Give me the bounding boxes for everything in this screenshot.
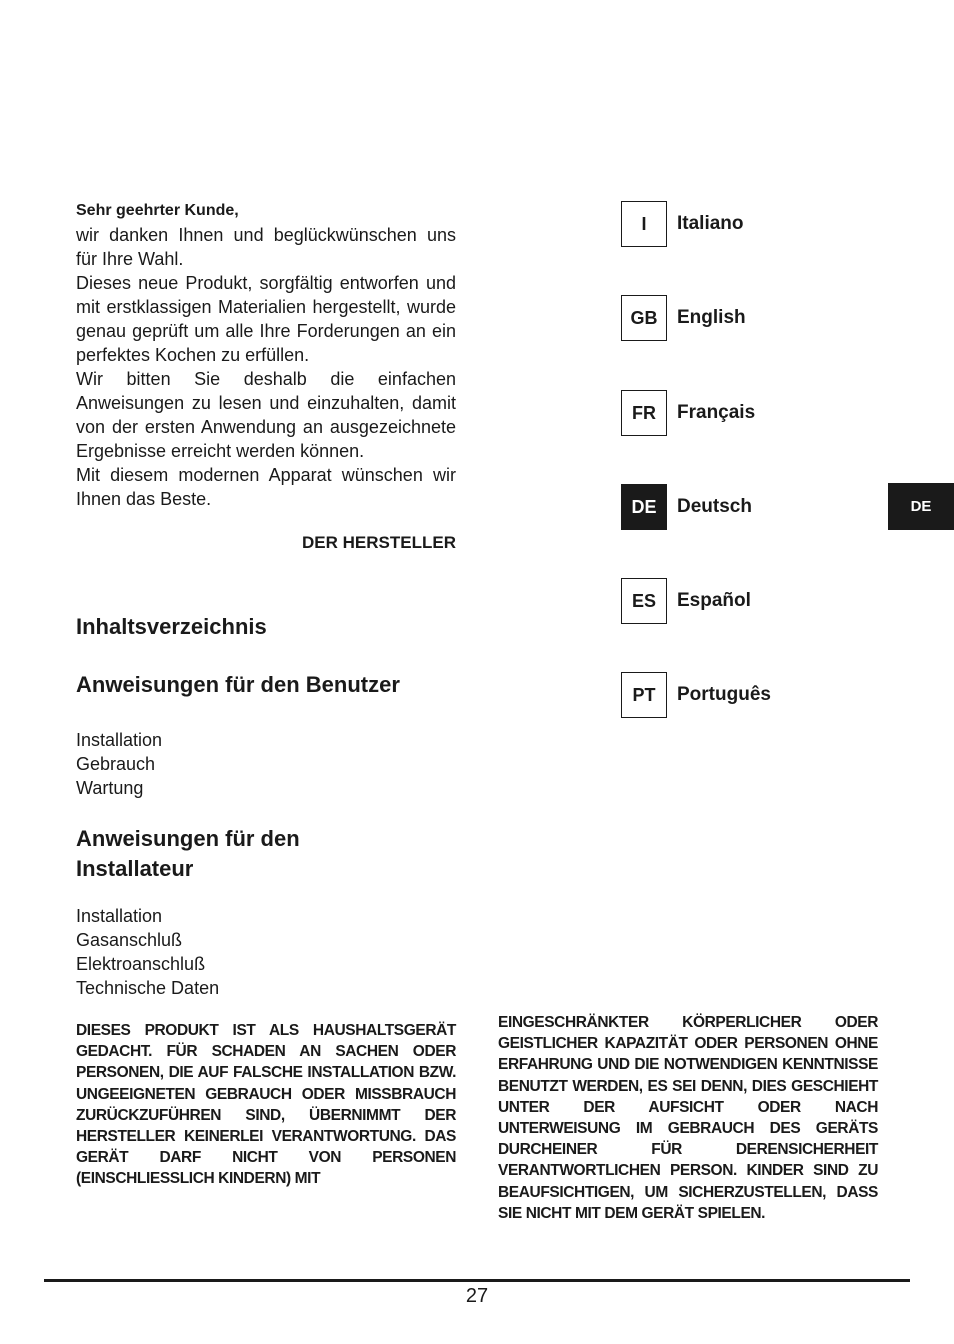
language-code-box: PT	[621, 672, 667, 718]
toc-user-list	[76, 728, 162, 800]
language-code-box: ES	[621, 578, 667, 624]
toc-item: Installation	[76, 730, 163, 750]
toc-installer-list	[76, 904, 219, 1000]
toc-item: Installation	[76, 906, 163, 926]
language-name: Español	[677, 590, 751, 611]
intro-paragraph: Wir bitten Sie deshalb die einfachen Anweisungen zu lesen und einzuhalten, damit von der ersten Anwendung an ausgezeichnete Ergebnisse erreicht werden können.	[76, 369, 456, 461]
language-name: Italiano	[677, 213, 744, 234]
greeting: Sehr geehrter Kunde,	[76, 202, 239, 219]
language-item-deutsch[interactable]	[621, 483, 752, 531]
language-item-francais[interactable]	[621, 389, 755, 437]
footer-divider	[44, 1279, 910, 1282]
warning-text-left: DIESES PRODUKT IST ALS HAUSHALTSGERÄT GEDACHT. FÜR SCHADEN AN SACHEN ODER PERSONEN, DIE AUF FALSCHE INSTALLATION BZW. UNGEEIGNETEN GEBRAUCH ODER MISSBRAUCH ZURÜCKZUFÜHREN SIND, ÜBERNIMMT DER HERSTELLER KEINERLEI VERANTWORTUNG. DAS GERÄT DARF NICHT VON PERSONEN (EINSCHLIESSLICH KINDERN) MIT	[76, 1022, 456, 1188]
language-code-box: GB	[621, 295, 667, 341]
intro-paragraph: Mit diesem modernen Apparat wünschen wir Ihnen das Beste.	[76, 465, 456, 509]
toc-item: Elektroanschluß	[76, 954, 206, 974]
language-item-italiano[interactable]	[621, 200, 744, 248]
language-side-tab: DE	[888, 483, 954, 530]
language-item-english[interactable]	[621, 294, 746, 342]
intro-paragraph: wir danken Ihnen und beglückwünschen uns für Ihre Wahl.	[76, 225, 456, 269]
toc-user-heading: Anweisungen für den Benutzer	[76, 672, 400, 697]
language-name: English	[677, 307, 746, 328]
intro-text	[76, 199, 456, 511]
toc-title: Inhaltsverzeichnis	[76, 614, 267, 639]
signature: DER HERSTELLER	[302, 533, 456, 552]
intro-paragraph: Dieses neue Produkt, sorgfältig entworfen und mit erstklassigen Materialien hergestellt, wurde genau geprüft um alle Ihre Forderungen an ein perfektes Kochen zu erfüllen.	[76, 273, 456, 365]
toc-installer-heading: Anweisungen für den Installateur	[76, 826, 300, 881]
warning-text-right: EINGESCHRÄNKTER KÖRPERLICHER ODER GEISTLICHER KAPAZITÄT ODER PERSONEN OHNE ERFAHRUNG UND DIE NOTWENDIGEN KENNTNISSE BENUTZT WERDEN, ES SEI DENN, DIES GESCHIEHT UNTER DER AUFSICHT ODER NACH UNTERWEISUNG IM GEBRAUCH DES GERÄTS DURCHEINER FÜR DERENSICHERHEIT VERANTWORTLICHEN PERSON. KINDER SIND ZU BEAUFSICHTIGEN, UM SICHERZUSTELLEN, DASS SIE NICHT MIT DEM GERÄT SPIELEN.	[498, 1014, 878, 1222]
language-code-box: I	[621, 201, 667, 247]
language-name: Français	[677, 402, 756, 423]
toc-item: Technische Daten	[76, 978, 220, 998]
language-code-box: FR	[621, 390, 667, 436]
language-name: Português	[677, 684, 771, 705]
language-name: Deutsch	[677, 496, 752, 517]
language-item-espanol[interactable]	[621, 577, 751, 625]
page-number: 27	[465, 1285, 489, 1307]
language-item-portugues[interactable]	[621, 671, 771, 719]
toc-item: Gebrauch	[76, 754, 156, 774]
toc-item: Gasanschluß	[76, 930, 183, 950]
language-code-box-active: DE	[621, 484, 667, 530]
toc-item: Wartung	[76, 778, 144, 798]
